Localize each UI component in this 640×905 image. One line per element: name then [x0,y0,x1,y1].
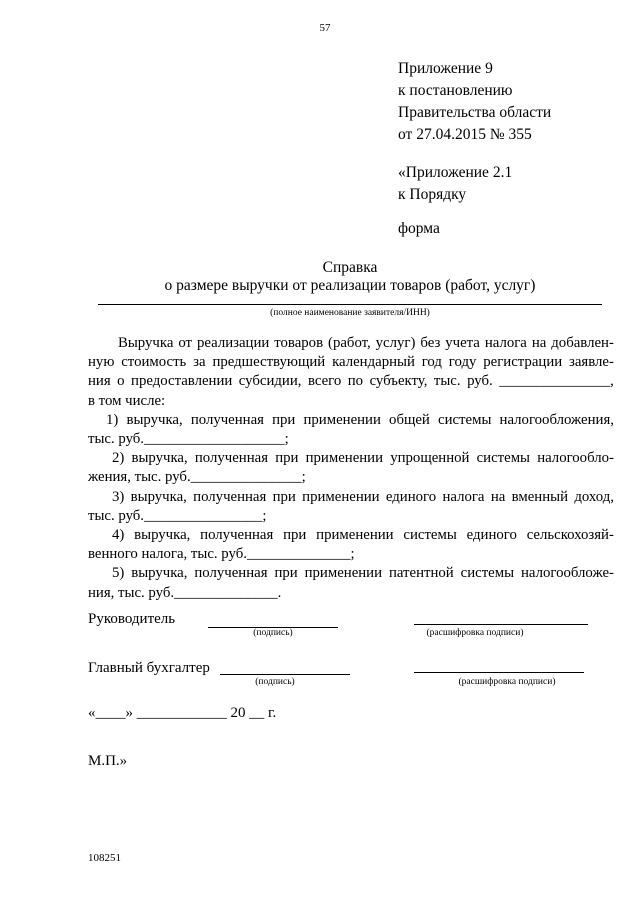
appendix-line-3: Правительства области [398,104,552,121]
appendix-line-2: к постановлению [398,82,513,99]
chief-signature-caption: (подпись) [255,677,295,687]
item-2-line-1: 2) выручка, полученная при применении упрощенной системы налогообло- [112,450,614,467]
form-label: форма [398,220,440,237]
page-number: 57 [319,22,331,34]
item-2-line-2: жения, тыс. руб._______________; [88,469,306,486]
body-text [88,334,614,603]
item-1-line-2: тыс. руб.___________________; [88,431,289,448]
item-5-line-1: 5) выручка, полученная при применении патентной системы налогообложе- [112,565,614,582]
body-line-1: Выручка от реализации товаров (работ, услуг) без учета налога на добавлен- [118,335,614,351]
chief-signature-line [220,674,350,675]
chief-decoding-line [414,672,584,673]
item-3-line-2: тыс. руб.________________; [88,507,267,524]
appendix-sub-line-2: к Порядку [398,186,467,203]
document-subtitle: о размере выручки от реализации товаров (работ, услуг) [164,277,536,294]
head-decoding-line [414,624,588,625]
applicant-caption: (полное наименование заявителя/ИНН) [270,308,430,318]
appendix-line-4: от 27.04.2015 № 355 [398,126,532,143]
appendix-sub-line-1: «Приложение 2.1 [398,164,513,181]
date-line: «____» ____________ 20 __ г. [88,705,277,721]
chief-decoding-caption: (расшифровка подписи) [458,677,556,687]
item-4-line-1: 4) выручка, полученная при применении системы единого сельскохозяй- [112,527,614,544]
head-label: Руководитель [88,611,176,627]
body-line-2: ную стоимость за предшествующий календарный год году регистрации заявле- [88,354,614,371]
head-signature-caption: (подпись) [253,628,293,638]
item-5-line-2: ния, тыс. руб.______________. [88,584,282,601]
body-line-3: ния о предоставлении субсидии, всего по субъекту, тыс. руб. _______________, [88,373,614,390]
head-decoding-caption: (расшифровка подписи) [426,628,524,638]
item-1-line-1: 1) выручка, полученная при применении общей системы налогообложения, [106,411,614,428]
document-code: 108251 [88,852,121,864]
applicant-line [98,304,602,305]
item-4-line-2: венного налога, тыс. руб.______________; [88,546,355,563]
stamp-label: М.П.» [88,753,128,769]
item-3-line-1: 3) выручка, полученная при применении единого налога на вменный доход, [112,488,614,505]
body-line-4: в том числе: [88,392,166,409]
document-title: Справка [322,259,378,276]
chief-accountant-label: Главный бухгалтер [88,660,210,676]
appendix-line-1: Приложение 9 [398,60,493,77]
